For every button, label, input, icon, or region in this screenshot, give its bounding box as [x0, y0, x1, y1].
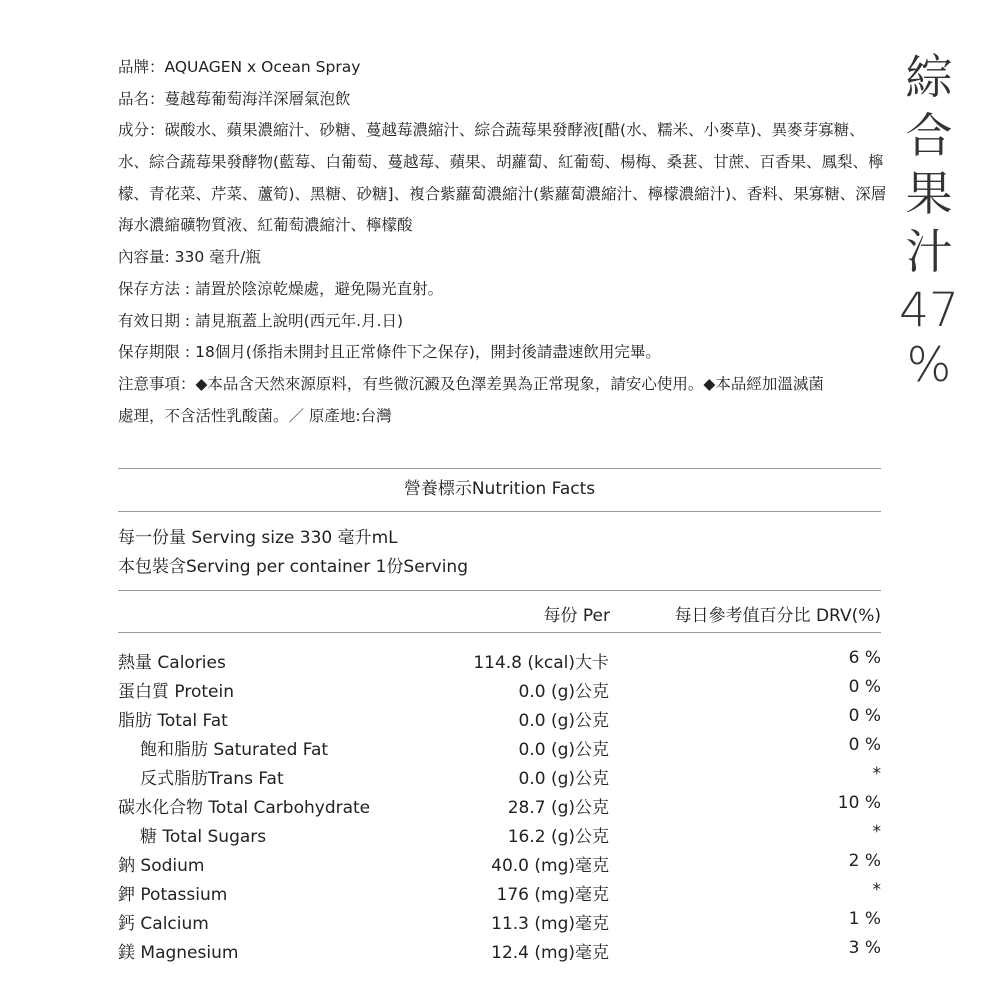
nutrient-name: 飽和脂肪 Saturated Fat [140, 740, 329, 760]
nutrient-name: 鈣 Calcium [118, 914, 209, 934]
servings-per-container: 本包裝含Serving per container 1份Serving [118, 557, 468, 577]
info-volume: 內容量: 330 毫升/瓶 [118, 248, 261, 267]
nutrient-drv: 0 % [848, 677, 881, 697]
nutrient-name: 熱量 Calories [118, 653, 226, 673]
info-expiry: 有效日期 : 請見瓶蓋上說明(西元年.月.日) [118, 311, 404, 330]
nutrient-drv: 1 % [848, 909, 881, 929]
table-row [118, 909, 881, 938]
info-ingredients: 成分：碳酸水、蘋果濃縮汁、砂糖、蔓越莓濃縮汁、綜合蔬莓果發酵液[醋(水、糯米、小麥草)、異麥芽寡糖、 [118, 121, 865, 140]
info-ingredients: 水、綜合蔬莓果發酵物(藍莓、白葡萄、蔓越莓、蘋果、胡蘿蔔、紅葡萄、楊梅、桑葚、甘蔗、百香果、鳳梨、檸 [118, 153, 884, 172]
info-ingredients: 海水濃縮礦物質液、紅葡萄濃縮汁、檸檬酸 [118, 216, 413, 235]
table-row [118, 735, 881, 764]
nutrient-amount: 114.8 (kcal)大卡 [473, 653, 609, 673]
nutrient-drv: 10 % [837, 793, 881, 813]
nutrient-drv: 3 % [848, 938, 881, 958]
nutrient-drv: 0 % [848, 735, 881, 755]
divider [118, 590, 881, 591]
nutrition-title: 營養標示Nutrition Facts [403, 479, 596, 499]
nutrient-amount: 11.3 (mg)毫克 [491, 914, 609, 934]
table-row [118, 677, 881, 706]
table-row [118, 764, 881, 793]
table-row [118, 706, 881, 735]
nutrient-amount: 0.0 (g)公克 [518, 740, 609, 760]
nutrient-amount: 0.0 (g)公克 [518, 711, 609, 731]
nutrient-name: 脂肪 Total Fat [118, 711, 228, 731]
nutrient-name: 鎂 Magnesium [118, 943, 239, 963]
info-notice: 處理，不含活性乳酸菌。／ 原產地:台灣 [118, 406, 392, 425]
vertical-title-percent: % [906, 338, 952, 393]
nutrient-amount: 0.0 (g)公克 [518, 682, 609, 702]
divider [118, 632, 881, 633]
column-header-per: 每份 Per [543, 606, 610, 626]
table-row [118, 851, 881, 880]
nutrient-amount: 28.7 (g)公克 [507, 798, 609, 818]
nutrient-drv: * [872, 822, 881, 842]
nutrient-amount: 16.2 (g)公克 [507, 827, 609, 847]
info-ingredients: 檬、青花菜、芹菜、蘆筍)、黑糖、砂糖]、複合紫蘿蔔濃縮汁(紫蘿蔔濃縮汁、檸檬濃縮汁)、香料、果寡糖、深層 [118, 184, 887, 203]
table-row [118, 822, 881, 851]
nutrient-amount: 12.4 (mg)毫克 [491, 943, 609, 963]
nutrient-drv: 0 % [848, 706, 881, 726]
nutrient-drv: 2 % [848, 851, 881, 871]
column-header-drv: 每日參考值百分比 DRV(%) [674, 606, 881, 626]
nutrient-amount: 0.0 (g)公克 [518, 769, 609, 789]
vertical-title-char: 果 [905, 167, 953, 222]
vertical-title-number: 47 [899, 283, 959, 338]
nutrient-amount: 176 (mg)毫克 [496, 885, 609, 905]
info-shelf-life: 保存期限 : 18個月(係指未開封且正常條件下之保存)，開封後請盡速飲用完畢。 [118, 343, 661, 362]
nutrient-drv: 6 % [848, 648, 881, 668]
nutrient-name: 鈉 Sodium [118, 856, 205, 876]
nutrient-drv: * [872, 764, 881, 784]
nutrient-name: 糖 Total Sugars [140, 827, 267, 847]
divider [118, 468, 881, 469]
table-row [118, 938, 881, 967]
nutrient-name: 蛋白質 Protein [118, 682, 234, 702]
product-info [118, 52, 888, 432]
table-row [118, 648, 881, 677]
nutrient-name: 反式脂肪Trans Fat [140, 769, 284, 789]
info-product-name: 品名：蔓越莓葡萄海洋深層氣泡飲 [118, 89, 351, 108]
vertical-title-char: 汁 [905, 225, 953, 280]
nutrient-name: 碳水化合物 Total Carbohydrate [118, 798, 371, 818]
table-row [118, 880, 881, 909]
info-brand: 品牌：AQUAGEN x Ocean Spray [118, 58, 361, 76]
divider [118, 511, 881, 512]
vertical-title-char: 合 [905, 109, 953, 164]
nutrient-amount: 40.0 (mg)毫克 [491, 856, 609, 876]
vertical-title-char: 綜 [905, 51, 953, 106]
info-storage: 保存方法 : 請置於陰涼乾燥處，避免陽光直射。 [118, 279, 444, 298]
nutrient-drv: * [872, 880, 881, 900]
info-notice: 注意事項：◆本品含天然來源原料，有些微沉澱及色澤差異為正常現象，請安心使用。◆本品經加溫滅菌 [118, 374, 824, 393]
nutrient-name: 鉀 Potassium [118, 885, 228, 905]
vertical-title [898, 50, 960, 392]
table-row [118, 793, 881, 822]
serving-size: 每一份量 Serving size 330 毫升mL [118, 528, 398, 548]
